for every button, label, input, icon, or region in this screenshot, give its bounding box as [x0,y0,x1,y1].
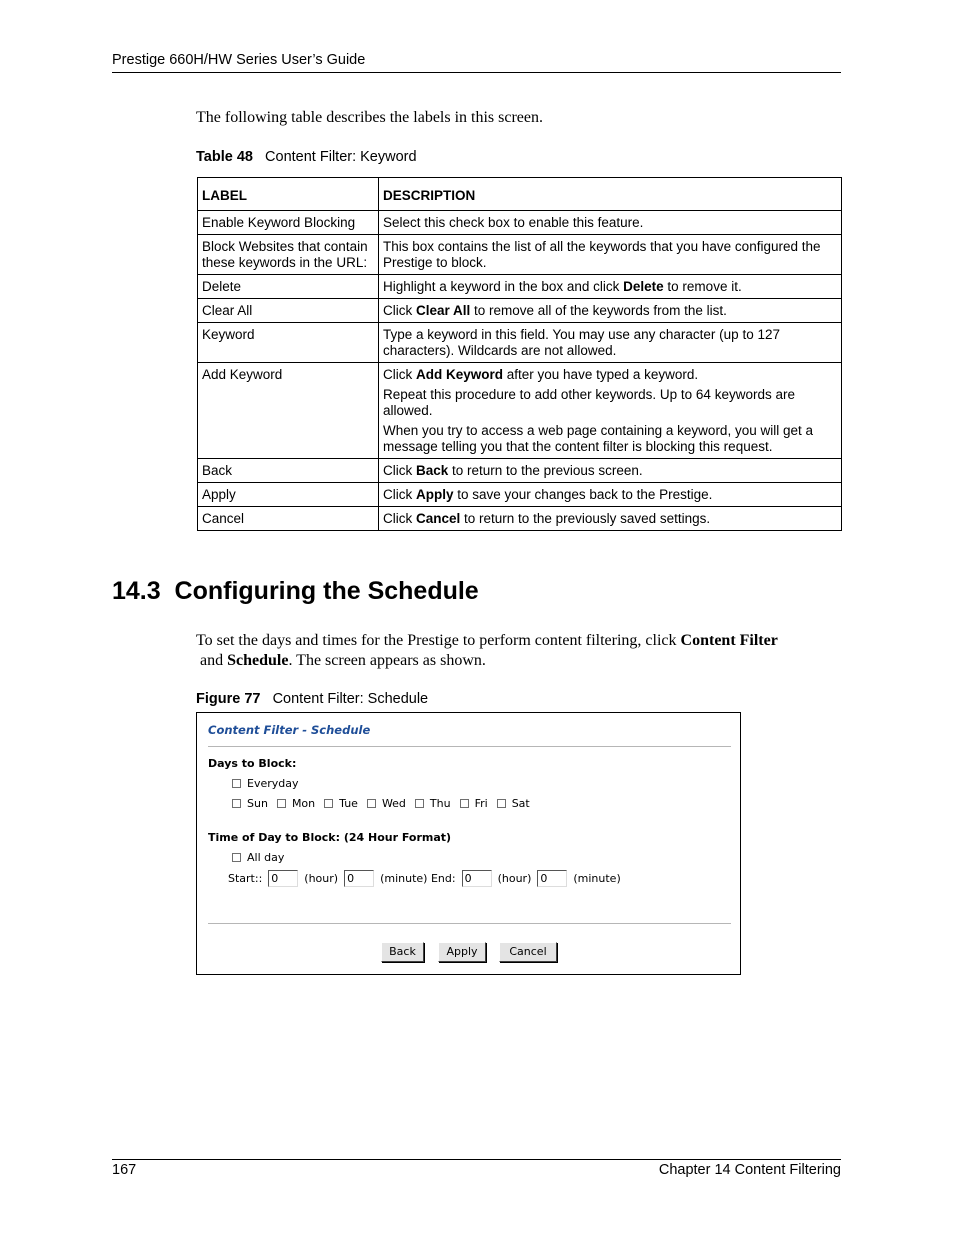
figure-caption-number: Figure 77 [196,691,261,707]
desc-bold: Cancel [416,511,461,526]
day-label: Wed [381,797,406,810]
end-hour-input[interactable]: 0 [462,870,492,887]
figure-caption [196,691,428,707]
paragraph-text: and [196,652,228,669]
day-option-sun [232,797,268,810]
day-label: Thu [429,797,451,810]
row-label: Cancel [198,507,379,531]
table-row [198,299,842,323]
desc-paragraph: Repeat this procedure to add other keywords. Up to 64 keywords are allowed. [383,387,795,418]
row-description [379,459,842,483]
chapter-name: Chapter 14 Content Filtering [658,1162,841,1178]
table-header-label: LABEL [198,178,379,211]
back-button[interactable]: Back [381,942,424,962]
table-header-row [198,178,842,211]
row-description: Type a keyword in this field. You may use any character (up to 127 characters). Wildcards are not allowed. [379,323,842,363]
row-description [379,483,842,507]
hour-label: (hour) [304,872,339,885]
paragraph-text: To set the days and times for the Prestige to perform content filtering, click [196,632,681,649]
days-to-block-label: Days to Block: [208,757,297,770]
day-option-thu [415,797,451,810]
section-title: 14.3 Configuring the Schedule [112,577,479,605]
desc-bold: Delete [623,279,664,294]
desc-bold: Back [416,463,449,478]
row-label: Back [198,459,379,483]
table-row [198,507,842,531]
table-row [198,483,842,507]
page-number: 167 [112,1162,137,1178]
row-description [379,275,842,299]
table-row [198,211,842,235]
paragraph-bold: Schedule [227,652,289,669]
table-row [198,275,842,299]
table-caption-title: Content Filter: Keyword [265,149,417,165]
header-rule [112,72,841,73]
row-description [379,507,842,531]
day-label: Sun [247,797,268,810]
row-label: Apply [198,483,379,507]
start-hour-input[interactable]: 0 [268,870,298,887]
day-option-sat [497,797,530,810]
table-row [198,459,842,483]
desc-bold: Apply [416,487,454,502]
desc-bold: Clear All [416,303,471,318]
all-day-label: All day [247,851,285,864]
row-label: Keyword [198,323,379,363]
paragraph-text: . The screen appears as shown. [288,652,486,669]
desc-bold: Add Keyword [416,367,504,382]
row-label: Clear All [198,299,379,323]
table-caption [196,149,417,165]
table-caption-number: Table 48 [196,149,253,165]
time-range-row [228,870,624,887]
day-checkboxes [232,797,539,811]
row-description [379,299,842,323]
desc-text: after you have typed a keyword. [503,367,699,382]
row-label: Add Keyword [198,363,379,459]
day-label: Sat [511,797,530,810]
desc-text: to return to the previously saved settings. [460,511,711,526]
desc-text: to remove all of the keywords from the list. [470,303,727,318]
row-description: This box contains the list of all the keywords that you have configured the Prestige to block. [379,235,842,275]
hour-label: (hour) [497,872,532,885]
minute-label: (minute) [573,872,621,885]
sat-checkbox[interactable] [497,799,506,808]
title-divider [208,746,731,747]
desc-paragraph [383,367,837,383]
start-label: Start:: [228,872,263,885]
day-label: Fri [474,797,488,810]
desc-text: Click [383,463,416,478]
sun-checkbox[interactable] [232,799,241,808]
time-of-day-label: Time of Day to Block: (24 Hour Format) [208,831,452,844]
table-row [198,235,842,275]
fri-checkbox[interactable] [460,799,469,808]
screen-title: Content Filter - Schedule [208,723,371,737]
wed-checkbox[interactable] [367,799,376,808]
cancel-button[interactable]: Cancel [499,942,557,962]
figure-caption-title: Content Filter: Schedule [272,691,429,707]
footer-rule [112,1159,841,1160]
row-label: Delete [198,275,379,299]
schedule-paragraph [196,631,836,671]
schedule-screenshot [196,712,741,975]
row-label: Block Websites that contain these keywords in the URL: [198,235,379,275]
tue-checkbox[interactable] [324,799,333,808]
day-option-wed [367,797,406,810]
row-label: Enable Keyword Blocking [198,211,379,235]
buttons-divider [208,923,731,924]
page-header: Prestige 660H/HW Series User’s Guide [112,52,366,68]
desc-text: Click [383,367,416,382]
mon-checkbox[interactable] [277,799,286,808]
table-header-description: DESCRIPTION [379,178,842,211]
minute-end-label: (minute) End: [380,872,456,885]
day-label: Tue [339,797,358,810]
desc-text: Click [383,511,416,526]
all-day-option [232,851,284,864]
day-option-fri [460,797,488,810]
day-label: Mon [291,797,316,810]
keyword-table [197,177,842,531]
desc-text: Click [383,303,416,318]
desc-text: to save your changes back to the Prestige. [453,487,713,502]
desc-paragraph: When you try to access a web page containing a keyword, you will get a message telling you that the content filter is blocking this request. [383,423,813,454]
desc-text: Highlight a keyword in the box and click [383,279,624,294]
row-description: Select this check box to enable this feature. [379,211,842,235]
paragraph-bold: Content Filter [680,632,778,649]
table-row [198,323,842,363]
start-minute-input[interactable]: 0 [344,870,374,887]
all-day-checkbox[interactable] [232,853,241,862]
row-description [379,363,842,459]
apply-button[interactable]: Apply [438,942,486,962]
day-option-tue [324,797,358,810]
desc-text: to remove it. [663,279,742,294]
end-minute-input[interactable]: 0 [537,870,567,887]
table-row [198,363,842,459]
intro-text: The following table describes the labels in this screen. [196,109,544,126]
desc-text: Click [383,487,416,502]
everyday-checkbox[interactable] [232,779,241,788]
desc-text: to return to the previous screen. [448,463,643,478]
everyday-label: Everyday [247,777,299,790]
everyday-option [232,777,299,790]
day-option-mon [277,797,315,810]
thu-checkbox[interactable] [415,799,424,808]
